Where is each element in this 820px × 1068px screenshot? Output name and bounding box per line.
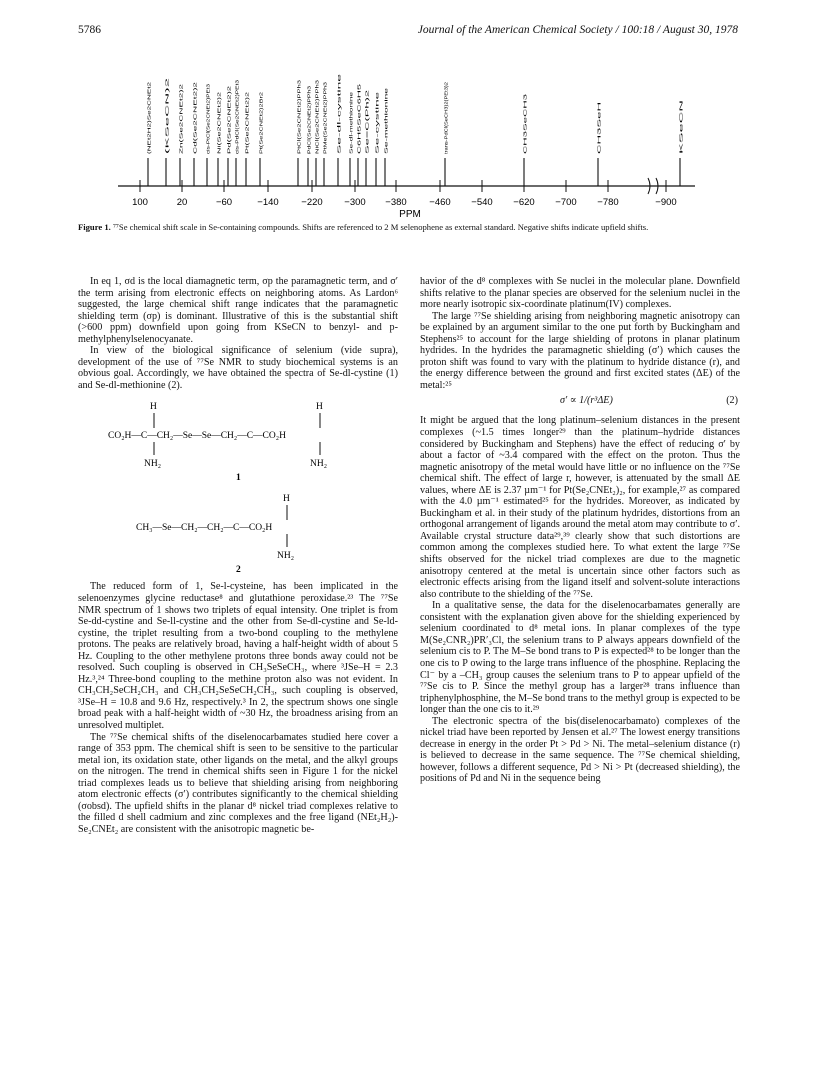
- svg-text:H: H: [316, 402, 323, 413]
- compound-label: KSeCN: [678, 138, 684, 154]
- compound-label: (NEt2H2)Se2CNEt2: [146, 113, 152, 154]
- compound-label: CH3SeCH3: [522, 130, 528, 154]
- svg-text:NH₂: NH₂: [310, 459, 328, 470]
- tick-label: −700: [555, 197, 577, 208]
- paragraph-eq1-discussion: In eq 1, σd is the local diamagnetic term, σp the paramagnetic term, and σ′ the term arising from electronic effects on neighboring atoms. As Lardon⁶ suggested, the large chemical shift range indicates that the paramagnetic shielding term (σp) is dominant. Illustrative of this is the substantial shift (>600 ppm) downfield upon going from KSeCN to benzyl- and p-methylphenylselenocyanate.: [78, 276, 398, 345]
- compound-label: C6H5SeC6H5: [356, 124, 362, 154]
- compound-label: PdCl(Se2CNEt2)PPh3: [306, 108, 312, 154]
- paragraph-buckingham-argument: The large ⁷⁷Se shielding arising from neighboring magnetic anisotropy can be explained by an argument similar to the one put forth by Buckingham and Stephens²⁵ to account for the large shielding of protons in planar platinum hydrides. In the hydrides the paramagnetic shielding (σ′) which causes the proton shift was found to vary with the platinum to hydride distance (r), and the energy difference between the ground and first excited states (ΔE) of the metal:²⁵: [420, 310, 740, 391]
- chemical-shift-scale-figure: [110, 54, 720, 220]
- paragraph-pt-se-distances: It might be argued that the long platinum–selenium distances in the present complexes (~1.5 times longer²⁹ than the platinum–hydride distances considered by Buckingham and Stephens) have the effect of reducing σ′ by about a factor of ~3.4 compared with the effect on the proton. Thus the magnetic anisotropy of the metal would have little or no influence on the ⁷⁷Se chemical shift. The effect of large r, however, is attenuated by the small ΔE values, where ΔE is 2.37 µm⁻¹ for Pt(Se₂CNEt₂)₂, for example,²⁷ as compared with the 4.0 µm⁻¹ estimated²⁵ for the hydrides. Moreover, as indicated by Buckingham et al. in their study of the platinum hydrides, distortions from an orthogonal arrangement of ligands around the metal atom may contribute to σ′. Available crystal structure data²⁹,³⁹ clearly show that such distortions are common among the complexes studied here. To what extent the large ⁷⁷Se shifts observed for the nickel triad complexes are due to the magnetic anisotropy centered at the metal is uncertain since other factors such as electronic effects arising from the ligand itself and solvent-solute interactions also contribute to the shielding of the ⁷⁷Se.: [420, 415, 740, 600]
- compound-label: Pt(Se2CNEt2)2Br2: [258, 115, 264, 154]
- caption-text: ⁷⁷Se chemical shift scale in Se-containing compounds. Shifts are referenced to 2 M selenophene as external standard. Negative shifts indicate upfield shifts.: [112, 222, 649, 232]
- compound-label: Se-methionine: [383, 124, 389, 154]
- compound-labels: [147, 73, 684, 154]
- compound-label: Pd(Se2CNEt2)2: [226, 121, 232, 154]
- equation-number: (2): [726, 395, 738, 407]
- tick-label: −380: [385, 197, 407, 208]
- compound-label: Zn(Se2CNEt2)2: [178, 121, 184, 154]
- compound-label: Se-dl-methionine: [348, 119, 354, 154]
- axis-title: PPM: [399, 209, 421, 220]
- equation-2: [420, 395, 740, 409]
- tick-label: −220: [301, 197, 323, 208]
- svg-text:NH₂: NH₂: [144, 459, 162, 470]
- structure-se-dl-methionine: [78, 489, 398, 573]
- tick-label: −300: [344, 197, 366, 208]
- tick-label: 20: [176, 197, 188, 208]
- paragraph-cystine-spectrum: The reduced form of 1, Se-l-cysteine, has been implicated in the selenoenzymes glycine reductase⁸ and glutathione peroxidase.²³ The ⁷⁷Se NMR spectrum of 1 shows two triplets of equal intensity. One triplet is from Se-dd-cystine and Se-ll-cystine and the other from Se-dl-cystine and Se-ld-cystine, the triplet resulting from a two-bond coupling to the methylene protons. The peaks are relatively broad, having a half-height width of about 5 Hz. Coupling to the other methylene protons three bonds away could not be resolved. Such coupling is observed in CH₃SeSeCH₃, where ³JSe–H = 2.3 Hz.³,²⁴ Three-bond coupling to the methine proton also was not evident. In CH₃CH₂SeCH₂CH₃ and CH₃CH₂SeSeCH₂CH₃, such coupling is observed, ³JSe–H = 10.8 and 9.6 Hz, respectively.³ In 2, the spectrum shows one single broad peak with a half-height width of ~30 Hz, the broadness arising from an unresolved multiplet.: [78, 581, 398, 732]
- paragraph-biological-significance: In view of the biological significance of selenium (vide supra), development of the use of ⁷⁷Se NMR to study biochemical systems is an obvious goal. Accordingly, we have obtained the spectra of Se-dl-cystine (1) and Se-dl-methionine (2).: [78, 345, 398, 391]
- paragraph-qualitative-sense: In a qualitative sense, the data for the diselenocarbamates generally are consistent with the explanation given above for the shielding experienced by selenium coordinated to d⁸ metal ions. In planar complexes of the type M(Se₂CNR₂)PR′₃Cl, the selenium trans to P always appears downfield of the selenium cis to P. The M–Se bond trans to P is expected²⁸ to be longer than the one cis to P owing to the large trans influence of the phosphine. Replacing the Cl⁻ by a –CH₃ group causes the selenium trans to P to appear upfield of the ⁷⁷Se cis to P. Since the methyl group has a larger²⁸ trans influence than triphenylphosphine, the M–Se bond trans to the methyl group is expected to be longer than the one cis to it.²⁹: [420, 600, 740, 716]
- shift-lines: [148, 158, 680, 186]
- tick-label: −780: [597, 197, 619, 208]
- compound-label: PtMe(Se2CNEt2)PPh3: [322, 107, 328, 154]
- svg-text:H: H: [150, 402, 157, 413]
- figure-caption: [78, 222, 740, 233]
- running-header: [78, 24, 738, 42]
- structure2-label: 2: [236, 565, 241, 574]
- tick-label: 100: [132, 197, 148, 208]
- compound-label: Se=C(Ph)2: [364, 131, 370, 154]
- compound-label: Ni(Se2CNEt2)2: [216, 122, 222, 154]
- caption-label: Figure 1.: [78, 222, 111, 232]
- page-number: 5786: [78, 24, 101, 36]
- scale-ticks: [132, 180, 677, 208]
- tick-label: −620: [513, 197, 535, 208]
- compound-label: Pt(Se2CNEt2)2: [244, 122, 250, 154]
- svg-text:H: H: [283, 494, 290, 505]
- compound-label: Se-dl-cystine: [336, 127, 342, 154]
- compound-label: trans-PdCl(SeCH3)2(PEt3)2: [443, 96, 449, 154]
- right-column: [420, 276, 740, 785]
- compound-label: PtCl(Se2CNEt2)PPh3: [296, 109, 302, 154]
- structure-se-dl-cystine: [78, 397, 398, 481]
- left-column: [78, 276, 398, 836]
- paragraph-electronic-spectra: The electronic spectra of the bis(diselenocarbamato) complexes of the nickel triad have been reported by Jensen et al.²⁷ The lowest energy transitions decrease in energy in the order Pt > Pd > Ni. The metal–selenium distance (r) is believed to decrease in the same sequence. The ⁷⁷Se chemical shielding, however, follows a different sequence, Pd > Ni > Pt (decreased shielding), the positions of Pd and Ni in the sequence being: [420, 715, 740, 785]
- tick-label: −140: [257, 197, 279, 208]
- tick-label: −540: [471, 197, 493, 208]
- compound-label: Cd(Se2CNEt2)2: [192, 120, 198, 154]
- svg-text:NH₂: NH₂: [277, 551, 295, 562]
- compound-label: Se-cystine: [374, 132, 380, 154]
- structure1-label: 1: [236, 473, 241, 482]
- equation-formula: σ′ ∝ 1/(r³ΔE): [560, 395, 613, 407]
- compound-label: NiCl(Se2CNEt2)PPh3: [314, 109, 320, 154]
- compound-label: (KSeCN)2: [164, 133, 170, 154]
- svg-text:CH₃—Se—CH₂—CH₂—C—CO₂H: CH₃—Se—CH₂—CH₂—C—CO₂H: [136, 523, 273, 534]
- tick-label: −60: [215, 197, 233, 208]
- compound-label: CH3SeH: [596, 135, 602, 154]
- journal-citation: Journal of the American Chemical Society / 100:18 / August 30, 1978: [417, 24, 738, 36]
- compound-label: cis-PtCl(Se2CNEt2)PEt3: [205, 103, 211, 154]
- compound-label: cis-PdCl(Se2CNEt2)PEt3: [234, 102, 240, 154]
- paragraph-diselenocarbamates: The ⁷⁷Se chemical shifts of the diselenocarbamates studied here cover a range of 353 ppm. The chemical shift is seen to be sensitive to the particular metal ion, its oxidation state, other ligands on the metal, and the alkyl groups on the nitrogen. The trend in chemical shifts seen in Figure 1 for the nickel triad complexes leads us to believe that shielding arising from neighboring atom electronic effects (σ′) contributes significantly to the chemical shielding (σobsd). The upfield shifts in the planar d⁸ nickel triad complexes relative to the filled d shell cadmium and zinc complexes and the free ligand (NEt₂H₂)-Se₂CNEt₂ are consistent with the anisotropic magnetic be-: [78, 731, 398, 835]
- tick-label: −900: [655, 197, 677, 208]
- tick-label: −460: [429, 197, 451, 208]
- svg-text:CO₂H—C—CH₂—Se—Se—CH₂—C—CO₂H: CO₂H—C—CH₂—Se—Se—CH₂—C—CO₂H: [108, 431, 286, 442]
- paragraph-d8-behavior: havior of the d⁸ complexes with Se nuclei in the molecular plane. Downfield shifts relative to the planar species are observed for the selenium nuclei in the more nearly isotropic six-coordinate platinum(IV) complexes.: [420, 276, 740, 311]
